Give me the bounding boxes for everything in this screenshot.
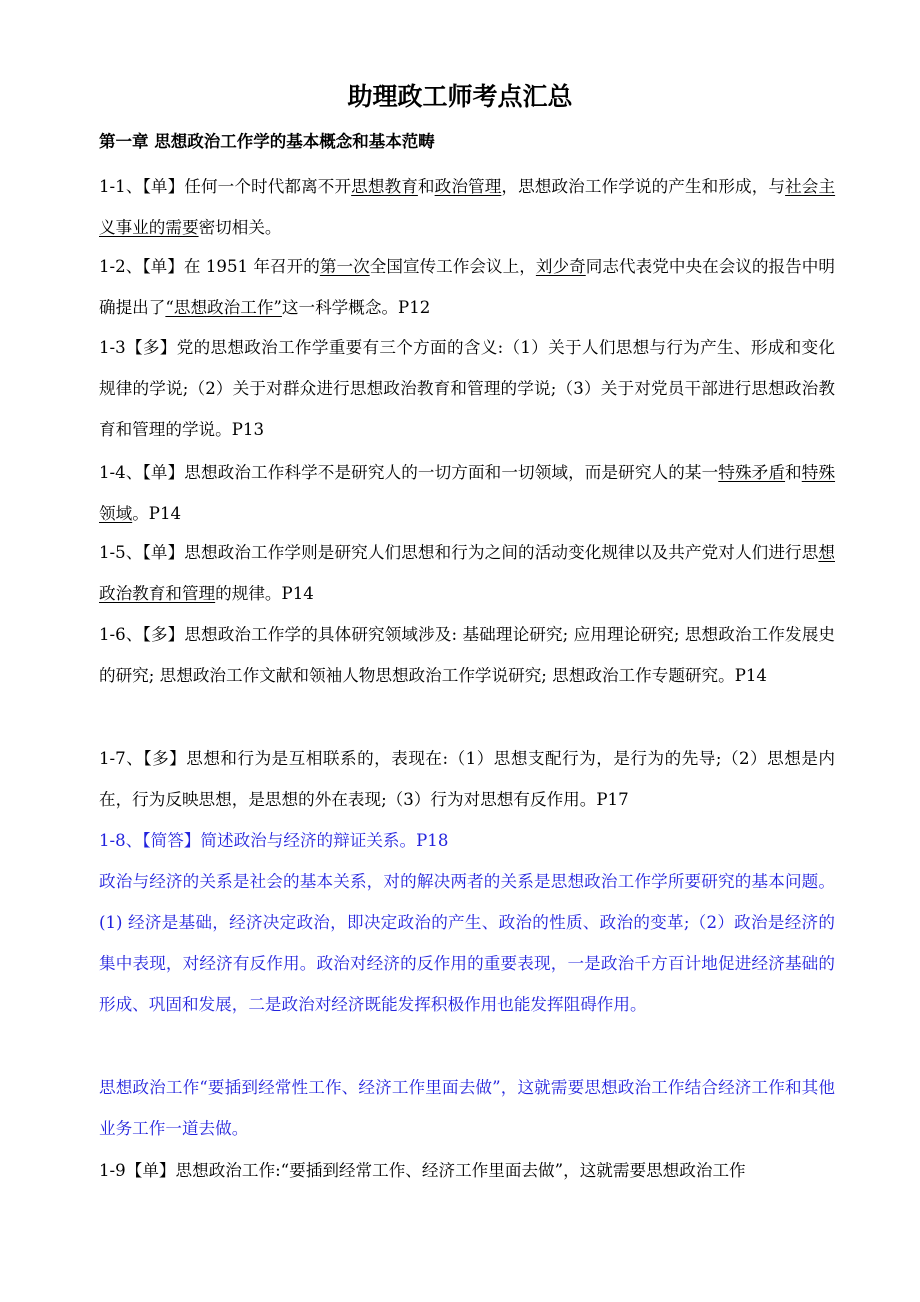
- underlined-term: 思想教育: [351, 177, 418, 196]
- underlined-term: 特殊领域: [99, 463, 836, 523]
- question-1-7: 1-7、【多】思想和行为是互相联系的，表现在:（1）思想支配行为，是行为的先导;（2）思想是内在，行为反映思想，是思想的外在表现;（3）行为对思想有反作用。P17: [99, 749, 835, 809]
- underlined-term: 社会主义事业的需要: [99, 177, 836, 237]
- question-1-2: 1-2、【单】在 1951 年召开的第一次全国宣传工作会议上，刘少奇同志代表党中央在会议的报告中明确提出了“思想政治工作”这一科学概念。P12: [99, 257, 836, 317]
- question-1-3: 1-3【多】党的思想政治工作学重要有三个方面的含义:（1）关于人们思想与行为产生、形成和变化规律的学说;（2）关于对群众进行思想政治教育和管理的学说;（3）关于对党员干部进行思想政治教育和管理的学说。P13: [99, 338, 835, 439]
- underlined-term: “思想政治工作”: [165, 298, 282, 317]
- answer-1-8-part-2: 思想政治工作“要插到经常性工作、经济工作里面去做”，这就需要思想政治工作结合经济工作和其他业务工作一道去做。: [99, 1078, 835, 1138]
- chapter-heading: 第一章 思想政治工作学的基本概念和基本范畴: [99, 132, 435, 151]
- underlined-term: 特殊矛盾: [718, 463, 786, 482]
- question-1-6: 1-6、【多】思想政治工作学的具体研究领域涉及: 基础理论研究; 应用理论研究; 思想政治工作发展史的研究; 思想政治工作文献和领袖人物思想政治工作学说研究; 思想政治工作专题研究。P14: [99, 625, 835, 685]
- question-1-1: 1-1、【单】任何一个时代都离不开思想教育和政治管理，思想政治工作学说的产生和形成，与社会主义事业的需要密切相关。: [99, 177, 836, 237]
- underlined-term: 刘少奇: [535, 257, 586, 276]
- underlined-term: 想政治教育和管理: [99, 543, 835, 603]
- underlined-term: 政治管理: [434, 177, 502, 196]
- page-title: 助理政工师考点汇总: [347, 82, 573, 111]
- question-1-4: 1-4、【单】思想政治工作科学不是研究人的一切方面和一切领域，而是研究人的某一特殊矛盾和特殊领域。P14: [99, 463, 836, 523]
- underlined-term: 第一次: [319, 257, 370, 276]
- question-1-8: 1-8、【简答】简述政治与经济的辩证关系。P18: [99, 831, 449, 850]
- question-1-5: 1-5、【单】思想政治工作学则是研究人们思想和行为之间的活动变化规律以及共产党对人们进行思想政治教育和管理的规律。P14: [99, 543, 835, 603]
- question-1-9: 1-9【单】思想政治工作:“要插到经常工作、经济工作里面去做”，这就需要思想政治工作: [99, 1161, 746, 1180]
- answer-1-8-part-1: 政治与经济的关系是社会的基本关系，对的解决两者的关系是思想政治工作学所要研究的基本问题。(1) 经济是基础，经济决定政治，即决定政治的产生、政治的性质、政治的变革;（2）政治是经济的集中表现，对经济有反作用。政治对经济的反作用的重要表现，一是政治千方百计地促进经济基础的形成、巩固和发展，二是政治对经济既能发挥积极作用也能发挥阻碍作用。: [99, 872, 835, 1014]
